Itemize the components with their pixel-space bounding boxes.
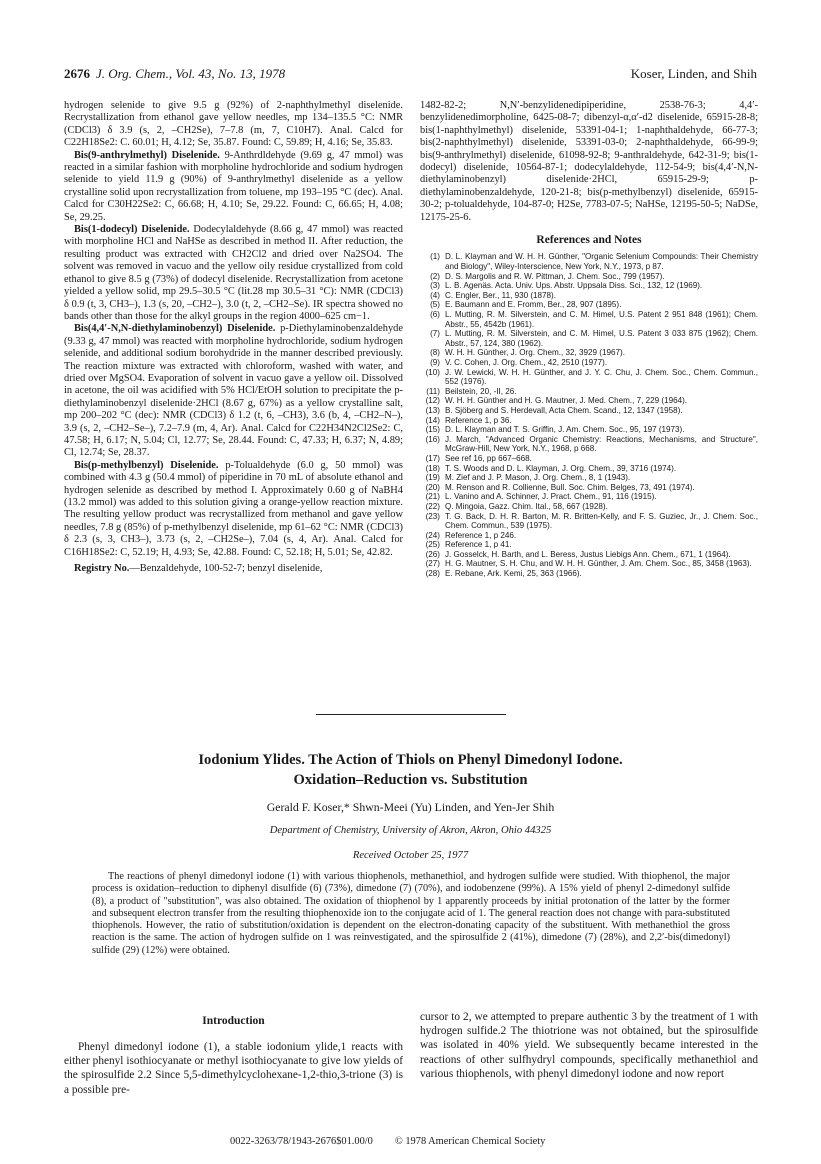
header-left (64, 66, 285, 82)
page-number: 2676 (64, 66, 90, 81)
reference-item (420, 473, 758, 483)
reference-item (420, 300, 758, 310)
reference-number: (6) (430, 310, 440, 320)
registry-start: —Benzaldehyde, 100-52-7; benzyl diselenide, (129, 563, 323, 575)
reference-text: E. Baumann and E. Fromm, Ber., 28, 907 (1895). (445, 300, 622, 310)
section-head-diethylamino: Bis(4,4′-N,N-diethylaminobenzyl) Diselenide. (74, 323, 276, 335)
registry-label: Registry No. (74, 563, 130, 575)
reference-number: (16) (425, 434, 440, 444)
reference-text: B. Sjöberg and S. Herdevall, Acta Chem. Scand., 12, 1347 (1958). (445, 405, 683, 415)
reference-number: (15) (425, 425, 440, 435)
reference-number: (13) (425, 405, 440, 415)
reference-text: L. Mutting, R. M. Silverstein, and C. M. Himel, U.S. Patent 2 951 848 (1961); Chem. Abstr., 55, 4542b (1961). (445, 310, 758, 329)
article-authors: Gerald F. Koser,* Shwn-Meei (Yu) Linden, and Yen-Jer Shih (266, 800, 555, 814)
body-anthryl: 9-Anthrdldehyde (9.69 g, 47 mmol) was reacted in a similar fashion with morpholine hydrochloride and sodium hydrogen selenide to yield 11.9 g (90%) of 9-anthrylmethyl diselenide as a yellow crystalline solid upon recrystallization from toluene, mp 193–195 °C (dec). Anal. Calcd for C30H22Se2: C, 66.68; H, 4.10; Se, 29.22. Found: C, 66.65; H, 4.08; Se, 29.25. (64, 149, 403, 223)
reference-number: (2) (430, 271, 440, 281)
reference-item (420, 559, 758, 569)
reference-number: (8) (430, 348, 440, 358)
reference-item (420, 281, 758, 291)
reference-item (420, 569, 758, 579)
reference-text: T. S. Woods and D. L. Klayman, J. Org. Chem., 39, 3716 (1974). (445, 463, 677, 473)
reference-item (420, 387, 758, 397)
footer-code: 0022-3263/78/1943-2676$01.00/0 (230, 1136, 373, 1147)
reference-text: Reference 1, p 41. (445, 540, 512, 550)
journal-citation: J. Org. Chem., Vol. 43, No. 13, 1978 (96, 66, 286, 81)
reference-item (420, 512, 758, 531)
header-authors: Koser, Linden, and Shih (630, 66, 757, 81)
paragraph-naphthyl: hydrogen selenide to give 9.5 g (92%) of 2-naphthylmethyl diselenide. Recrystallization from ethanol gave yellow needles, mp 134–135.5 °C: NMR (CDCl3) δ 3.9 (s, 2, –CH2Se), 7–7.8 (m, 7, C10H7). Anal. Calcd for C22H18Se2: C. 60.01; H, 4.12; Se, 35.87. Found: C, 59.89; H, 4.16; Se, 35.83. (64, 100, 403, 149)
reference-number: (20) (425, 482, 440, 492)
reference-item (420, 425, 758, 435)
article-title-line-2: Oxidation–Reduction vs. Substitution (293, 772, 528, 788)
introduction-left: Phenyl dimedonyl iodone (1), a stable iodonium ylide,1 reacts with either phenyl isothiocyanate or methyl isothiocyanate to give low yields of the spirosulfide 2.2 Since 5,5-dimethylcyclohexane-1,2-thio,3-trione (3) is a possible pre- (64, 1041, 403, 1096)
reference-number: (27) (425, 559, 440, 569)
reference-text: J. March, "Advanced Organic Chemistry: Reactions, Mechanisms, and Structure", McGraw-Hill, New York, N.Y., 1968, p 668. (445, 434, 758, 454)
paragraph-anthryl (64, 150, 403, 224)
reference-number: (12) (425, 396, 440, 406)
article-affiliation: Department of Chemistry, University of Akron, Akron, Ohio 44325 (269, 825, 552, 836)
reference-item (420, 540, 758, 550)
body-methylbenzyl: p-Tolualdehyde (6.0 g, 50 mmol) was combined with 4.3 g (50.4 mmol) of piperidine in 70 mL of absolute ethanol and hydrogen selenide as described by method I. Approximately 0.60 g of NaBH4 (13.2 mmol) was added to this solution giving a orange-yellow reaction mixture. The resulting yellow product was recrystallized from methanol and gave yellow needles, 7.8 g (85%) of p-methylbenzyl diselenide, mp 61–62 °C: NMR (CDCl3) δ 2.3 (s, 3, CH3–), 3.73 (s, 2, –CH2Se–), 7.04 (s, 4, Ar). Anal. Calcd for C16H18Se2: C, 52.19; H, 4.93; Se, 42.88. Found: C, 52.18; H, 5.01; Se, 42.82. (64, 459, 403, 558)
reference-text: M. Renson and R. Collienne, Bull. Soc. Chim. Belges, 73, 491 (1974). (445, 482, 695, 492)
article-title-line-1: Iodonium Ylides. The Action of Thiols on Phenyl Dimedonyl Iodone. (198, 752, 623, 768)
body-dodecyl: Dodecylaldehyde (8.66 g, 47 mmol) was reacted with morpholine HCl and NaHSe as described in method II. After reduction, the resulting product was extracted with CH2Cl2 and dried over Na2SO4. The solvent was removed in vacuo and the yellow oily residue crystallized from cold ethanol to give 8.5 g (73%) of dodecyl diselenide. Recrystallization from acetone yielded a yellow solid, mp 29.5–30.5 °C (lit.28 mp 30.5–31 °C): NMR (CDCl3) δ 0.9 (t, 3, CH3–), 1.3 (s, 20, –CH2–), 3.0 (t, 2, –CH2–Se). IR spectra showed no bands other than those for the alkyl groups in the region 4000–625 cm−1. (64, 224, 403, 322)
reference-text: W. H. H. Günther and H. G. Mautner, J. Med. Chem., 7, 229 (1964). (445, 396, 688, 406)
reference-number: (5) (430, 300, 440, 310)
reference-number: (22) (425, 501, 440, 511)
reference-number: (25) (425, 540, 440, 550)
reference-number: (3) (430, 281, 440, 291)
reference-number: (23) (425, 511, 440, 521)
reference-text: D. S. Margolis and R. W. Pittman, J. Chem. Soc., 799 (1957). (445, 271, 665, 281)
reference-text: V. C. Cohen, J. Org. Chem., 42, 2510 (1977). (445, 358, 608, 367)
reference-item (420, 492, 758, 502)
reference-number: (7) (430, 329, 440, 339)
reference-text: L. B. Agenäs. Acta. Univ. Ups. Abstr. Uppsala Diss. Sci., 132, 12 (1969). (445, 281, 703, 291)
references-heading: References and Notes (536, 234, 642, 247)
references-list (420, 252, 758, 578)
introduction-right: cursor to 2, we attempted to prepare authentic 3 by the treatment of 1 with hydrogen sulfide.2 The thiotrione was not obtained, but the spirosulfide was isolated in 40% yield. We subsequently became interested in the reactions of other sulfhydryl compounds, specifically methanethiol and various thiophenols, with phenyl dimedonyl iodone and now report (420, 1011, 758, 1080)
reference-item (420, 252, 758, 271)
reference-text: Beilstein, 20, -II, 26. (445, 386, 517, 396)
reference-number: (17) (425, 453, 440, 463)
reference-text: L. Mutting, R. M. Silverstein, and C. M. Himel, U.S. Patent 3 033 875 (1962); Chem. Abstr., 57, 124, 380 (1962). (445, 329, 758, 348)
reference-number: (11) (426, 386, 440, 396)
running-header (64, 66, 757, 84)
introduction-heading: Introduction (202, 1015, 265, 1027)
reference-text: Q. Mingoia, Gazz. Chim. Ital., 58, 667 (1928). (445, 501, 608, 511)
section-head-dodecyl: Bis(1-dodecyl) Diselenide. (74, 224, 190, 236)
reference-item (420, 464, 758, 474)
section-head-anthryl: Bis(9-anthrylmethyl) Diselenide. (74, 149, 220, 161)
reference-item (420, 550, 758, 560)
reference-item (420, 291, 758, 301)
body-diethylamino: p-Diethylaminobenzaldehyde (9.33 g, 47 mmol) was reacted with morpholine hydrochloride, sodium hydrogen selenide, and additional sodium borohydride in the manner described previously. The reaction mixture was extracted with chloroform, washed with water, and dried over MgSO4. Evaporation of solvent in vacuo gave a yellow oil. Dissolved in acetone, the oil was acidified with 5% HCl/EtOH solution to precipitate the p-diethylaminobenzyl diselenide·2HCl (8.67 g, 67%) as a yellow crystalline salt, mp 200–202 °C (dec): NMR (CDCl3) δ 1.2 (t, 6, –CH3), 3.6 (b, 4, –CH2–N–), 3.9 (s, 2, –CH2–Se–), 7.2–7.9 (m, 4, Ar). Anal. Calcd for C22H34N2Cl2Se2: C, 47.58; H, 6.17; N, 5.04; Cl, 12.77; Se, 28.44. Found: C, 47.33; H, 6.37; N, 4.89; Cl, 12.74; Se, 28.37. (64, 323, 403, 459)
reference-text: C. Engler, Ber., 11, 930 (1878). (445, 290, 556, 300)
reference-number: (9) (430, 358, 440, 367)
reference-item (420, 435, 758, 454)
reference-number: (18) (425, 463, 440, 473)
reference-item (420, 272, 758, 282)
reference-text: H. G. Mautner, S. H. Chu, and W. H. H. Günther, J. Am. Chem. Soc., 85, 3458 (1963). (445, 559, 752, 569)
paragraph-dodecyl (64, 224, 403, 323)
article-title (40, 750, 781, 790)
reference-text: D. L. Klayman and W. H. H. Günther, "Organic Selenium Compounds: Their Chemistry and Biology", Wiley-Interscience, New York, N.Y., 1973, p 87. (445, 252, 758, 272)
reference-number: (24) (425, 530, 440, 540)
reference-text: D. L. Klayman and T. S. Griffin, J. Am. Chem. Soc., 95, 197 (1973). (445, 425, 685, 435)
reference-text: M. Zief and J. P. Mason, J. Org. Chem., 8, 1 (1943). (445, 473, 631, 483)
reference-number: (10) (425, 367, 440, 377)
reference-number: (19) (425, 473, 440, 483)
reference-item (420, 358, 758, 368)
reference-text: W. H. H. Günther, J. Org. Chem., 32, 3929 (1967). (445, 348, 625, 358)
reference-item (420, 406, 758, 416)
paragraph-diethylamino (64, 323, 403, 459)
reference-item (420, 416, 758, 426)
paragraph-registry (64, 563, 403, 575)
reference-text: J. W. Lewicki, W. H. H. Günther, and J. Y. C. Chu, J. Chem. Soc., Chem. Commun., 552 (1976). (445, 367, 758, 387)
paragraph-methylbenzyl (64, 460, 403, 559)
abstract: The reactions of phenyl dimedonyl iodone (1) with various thiophenols, methanethiol, and hydrogen sulfide were studied. With thiophenol, the major process is oxidation–reduction to diphenyl disulfide (6) (73%), dimedone (7) (70%), and iodobenzene (99%). A 15% yield of phenyl 2-dimedonyl sulfide (8), a product of "substitution", was also obtained. The oxidation of thiophenol by 1 apparently proceeds by initial protonation of the latter by the former and subsequent electron transfer from the resulting thiophenoxide ion to the conjugate acid of 1. The general reaction does not change with para-substituted thiophenols. However, the ratio of substitution/oxidation is dependent on the electron-donating capacity of the substituent. With methanethiol the gross reaction is the same. The action of hydrogen sulfide on 1 was reinvestigated, and the spirosulfide 2 (41%), dimedone (7) (28%), and 2,2′-bis(dimedonyl) sulfide (29) (12%) were obtained. (92, 871, 730, 956)
right-column (420, 100, 758, 579)
reference-item (420, 454, 758, 464)
reference-item (420, 483, 758, 493)
reference-text: Reference 1, p 36. (445, 415, 512, 425)
footer-copyright: © 1978 American Chemical Society (394, 1136, 546, 1147)
reference-number: (21) (425, 492, 440, 502)
reference-number: (14) (425, 415, 440, 425)
reference-number: (26) (425, 549, 440, 559)
section-head-methylbenzyl: Bis(p-methylbenzyl) Diselenide. (74, 459, 219, 471)
reference-item (420, 502, 758, 512)
reference-item (420, 310, 758, 329)
reference-item (420, 531, 758, 541)
left-column (64, 100, 403, 575)
reference-number: (4) (430, 290, 440, 300)
reference-text: J. Gosselck, H. Barth, and L. Beress, Justus Liebigs Ann. Chem., 671, 1 (1964). (445, 549, 731, 559)
received-date: Received October 25, 1977 (352, 850, 469, 861)
reference-text: E. Rebane, Ark. Kemi, 25, 363 (1966). (445, 569, 582, 579)
reference-item (420, 396, 758, 406)
reference-text: See ref 16, pp 667–668. (445, 453, 532, 463)
registry-continued: 1482-82-2; N,N′-benzylidenedipiperidine, 2538-76-3; 4,4′-benzylidenedimorpholine, 6425-08-7; dibenzyl-α,α′-d2 diselenide, 65915-28-8; bis(1-naphthylmethyl) diselenide, 53391-04-1; 1-naphthaldehyde, 66-77-3; bis(2-naphthylmethyl) diselenide, 53391-03-0; 2-naphthaldehyde, 66-99-9; bis(9-anthrylmethyl) diselenide, 61098-92-8; 9-anthraldehyde, 642-31-9; bis(1-dodecyl) diselenide, 10564-87-1; dodecylaldehyde, 112-54-9; bis(4,4′-N,N-diethylaminobenzyl) diselenide·2HCl, 65915-29-9; p-diethylaminobenzaldehyde, 120-21-8; bis(p-methylbenzyl) diselenide, 65915-30-2; p-tolualdehyde, 104-87-0; H2Se, 7783-07-5; NaHSe, 12195-50-5; NaDSe, 12175-25-6. (420, 100, 758, 223)
reference-item (420, 368, 758, 387)
reference-number: (28) (425, 569, 440, 579)
reference-number: (1) (430, 252, 440, 262)
page-footer (230, 1136, 545, 1147)
reference-item (420, 348, 758, 358)
reference-text: L. Vanino and A. Schinner, J. Pract. Chem., 91, 116 (1915). (445, 492, 657, 502)
section-divider (316, 714, 506, 715)
reference-text: T. G. Back, D. H. R. Barton, M. R. Britten-Kelly, and F. S. Guziec, Jr., J. Chem. Soc., Chem. Commun., 539 (1975). (445, 511, 758, 531)
reference-text: Reference 1, p 246. (445, 530, 517, 540)
reference-item (420, 329, 758, 348)
